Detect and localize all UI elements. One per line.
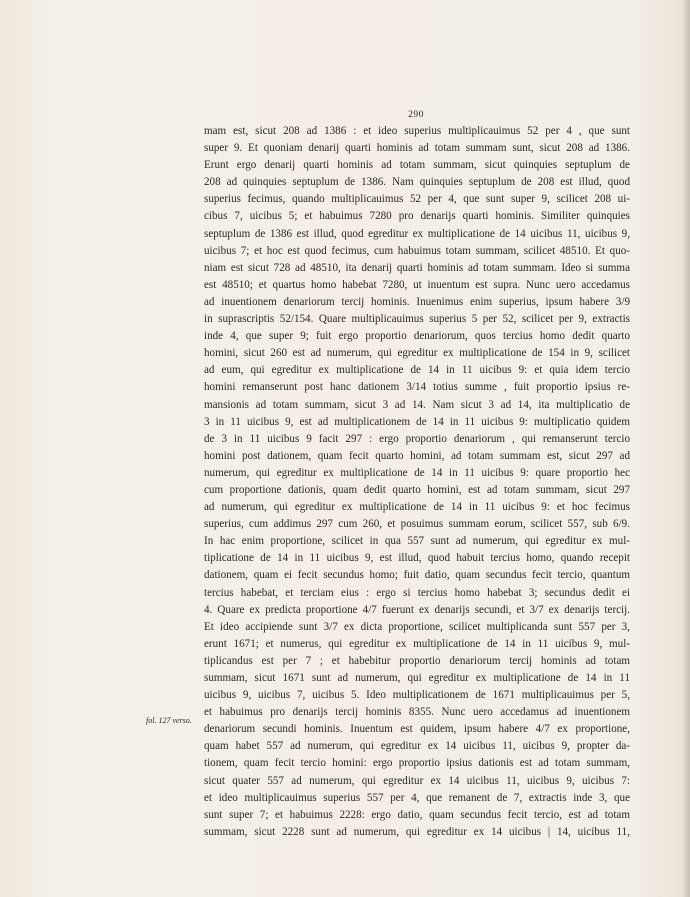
text-line: cum proportione dationis, quam dedit quarto homini, est ad totam summam, sicut 297 — [204, 483, 630, 496]
text-line: tionem, quam fecit tercio homini: ergo proportio ipsius dationis est ad totam summam, — [204, 757, 630, 770]
text-line: est 48510; et quartus homo habebat 7280, ut inuentum est supra. Nunc uero accedamus — [204, 278, 630, 291]
text-line: ad eum, qui egreditur ex multiplicatione de 14 in 11 uicibus 9: et quia idem tercio — [204, 364, 630, 377]
text-line: In hac enim proportione, scilicet in qua 557 sunt ad numerum, qui egreditur ex mul- — [204, 535, 630, 548]
text-line: superius fecimus, quando multiplicauimus 52 per 4, que sunt super 9, scilicet 208 ui- — [204, 193, 630, 206]
text-line: et ideo multiplicauimus superius 557 per 4, que remanent de 7, extractis inde 3, que — [204, 791, 630, 804]
text-line: homini remanserunt post hanc dationem 3/14 totius summe , fuit proportio ipsius re- — [204, 381, 630, 394]
text-line: septuplum de 1386 est illud, quod egreditur ex multiplicatione de 14 uicibus 11, uicibus 9, — [204, 227, 630, 240]
text-line: uicibus 9, uicibus 7, uicibus 5. Ideo multiplicationem de 1671 multiplicauimus per 5, — [204, 689, 630, 702]
text-line: erunt 1671; et numerus, qui egreditur ex multiplicatione de 14 in 11 uicibus 9, mul- — [204, 637, 630, 650]
text-line: homini, sicut 260 est ad numerum, qui egreditur ex multiplicatione de 154 in 9, scilicet — [204, 347, 630, 360]
text-line: dationem, quam ei fecit secundus homo; fuit datio, quam secundus fecit tercio, quantum — [204, 569, 630, 582]
text-line: de 3 in 11 uicibus 9 facit 297 : ergo proportio denariorum , qui remanserunt tercio — [204, 432, 630, 445]
text-line: summam, sicut 2228 sunt ad numerum, qui egreditur ex 14 uicibus | 14, uicibus 11, — [204, 825, 630, 838]
text-line: Erunt ergo denarij quarti hominis ad totam summam, sicut quinquies septuplum de — [204, 159, 630, 172]
text-line: denariorum secundi hominis. Inuentum est quidem, ipsum habere 4/7 ex proportione, — [204, 723, 630, 736]
text-line: tiplicandus est per 7 ; et habebitur proportio denariorum tercij hominis ad totam — [204, 654, 630, 667]
body-text — [204, 123, 630, 841]
text-line: in suprascriptis 52/154. Quare multiplicauimus superius 5 per 52, scilicet per 9, extractis — [204, 313, 630, 326]
text-line: cibus 7, uicibus 5; et habuimus 7280 pro denarijs quarti hominis. Similiter quinquies — [204, 210, 630, 223]
page-number: 290 — [408, 110, 424, 120]
text-line: 4. Quare ex predicta proportione 4/7 fuerunt ex denarijs secundi, et 3/7 ex denarijs tercij. — [204, 603, 630, 616]
text-line: et habuimus pro denarijs tercij hominis 8355. Nunc uero accedamus ad inuentionem — [204, 706, 630, 719]
text-line: Et ideo accipiende sunt 3/7 ex dicta proportione, scilicet multiplicanda sunt 557 per 3, — [204, 620, 630, 633]
text-line: mansionis ad totam summam, sicut 3 ad 14. Nam sicut 3 ad 14, ita multiplicatio de — [204, 398, 630, 411]
text-line: niam est sicut 728 ad 48510, ita denarij quarti hominis ad totam summam. Ideo si summa — [204, 261, 630, 274]
margin-note: fol. 127 verso. — [146, 716, 192, 725]
text-line: mam est, sicut 208 ad 1386 : et ideo superius multiplicauimus 52 per 4 , que sunt — [204, 125, 630, 137]
text-line: tiplicatione de 14 in 11 uicibus 9, est illud, quod habuit tercius homo, quando recepit — [204, 552, 630, 565]
text-line: tercius habebat, et terciam eius : ergo si tercius homo habebat 3; secundus dedit ei — [204, 586, 630, 599]
text-line: numerum, qui egreditur ex multiplicatione de 14 in 11 uicibus 9: quare proportio hec — [204, 466, 630, 479]
text-line: uicibus 7; et hoc est quod fecimus, cum habuimus totam summam, scilicet 48510. Et quo- — [204, 244, 630, 257]
text-line: inde 4, que super 9; fuit ergo proportio denariorum, quos tercius homo dedit quarto — [204, 330, 630, 343]
text-line: sunt super 7; et habuimus 2228: ergo datio, quam secundus fecit tercio, est ad totam — [204, 808, 630, 821]
text-line: sicut quater 557 ad numerum, qui egreditur ex 14 uicibus 11, uicibus 9, uicibus 7: — [204, 774, 630, 787]
text-line: quam habet 557 ad numerum, qui egreditur ex 14 uicibus 11, uicibus 9, propter da- — [204, 740, 630, 753]
text-line: 3 in 11 uicibus 9, est ad multiplicationem de 14 in 11 uicibus 9: multiplicatio quidem — [204, 415, 630, 428]
text-line: homini post dationem, quam fecit quarto homini, ad totam summam est, sicut 297 ad — [204, 449, 630, 462]
text-line: super 9. Et quoniam denarij quarti hominis ad totam summam sunt, sicut 208 ad 1386. — [204, 142, 630, 155]
text-line: ad numerum, qui egreditur ex multiplicatione de 14 in 11 uicibus 9: et hoc fecimus — [204, 501, 630, 514]
text-line: superius, cum addimus 297 cum 260, et posuimus summam eorum, scilicet 557, sub 6/9. — [204, 518, 630, 531]
text-line: 208 ad quinquies septuplum de 1386. Nam quinquies septuplum de 208 est illud, quod — [204, 176, 630, 189]
text-line: summam, sicut 1671 sunt ad numerum, qui egreditur ex multiplicatione de 14 in 11 — [204, 672, 630, 684]
page-edge-shadow — [682, 0, 690, 897]
text-line: ad inuentionem denariorum tercij hominis. Inuenimus enim superius, ipsum habere 3/9 — [204, 295, 630, 308]
